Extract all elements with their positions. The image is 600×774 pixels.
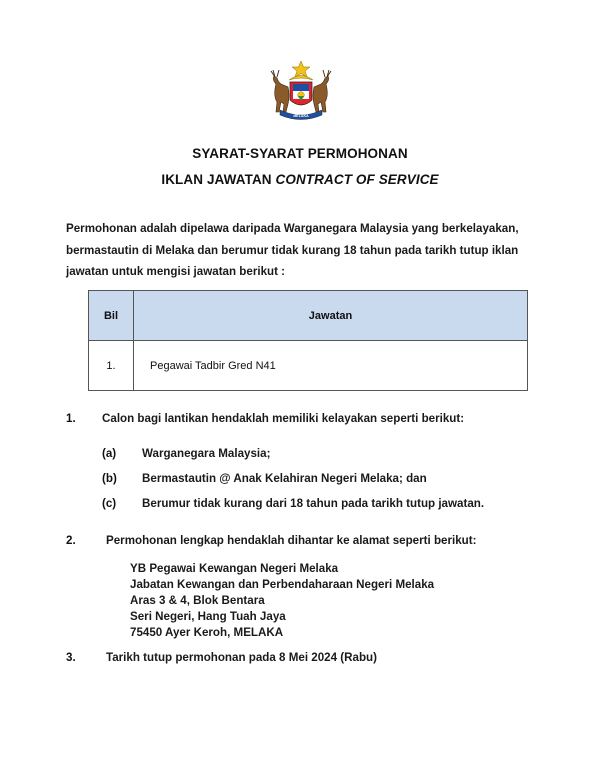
page-title: SYARAT-SYARAT PERMOHONAN (192, 146, 408, 161)
closing-date-text: Tarikh tutup permohonan pada 8 Mei 2024 (Rabu) (106, 651, 377, 664)
section-number: 2. (66, 534, 76, 547)
cell-jawatan: Pegawai Tadbir Gred N41 (134, 341, 528, 391)
position-table (88, 290, 528, 391)
section-text: Permohonan lengkap hendaklah dihantar ke alamat seperti berikut: (106, 534, 477, 547)
address-line: YB Pegawai Kewangan Negeri Melaka (130, 562, 339, 575)
item-text: Berumur tidak kurang dari 18 tahun pada tarikh tutup jawatan. (142, 497, 485, 510)
crest-banner-text: MELAKA (293, 114, 309, 118)
item-text: Warganegara Malaysia; (142, 447, 271, 460)
item-label: (a) (102, 447, 117, 460)
page-subtitle (0, 172, 600, 187)
header-bil: Bil (89, 291, 134, 341)
subtitle-prefix: IKLAN JAWATAN (161, 172, 276, 187)
intro-paragraph (66, 218, 566, 283)
intro-line: Permohonan adalah dipelawa daripada Warganegara Malaysia yang berkelayakan, (66, 222, 519, 235)
section-text: Calon bagi lantikan hendaklah memiliki kelayakan seperti berikut: (102, 412, 465, 425)
address-line: Seri Negeri, Hang Tuah Jaya (130, 610, 286, 623)
item-label: (c) (102, 497, 117, 510)
section-number: 1. (66, 412, 76, 425)
intro-line: bermastautin di Melaka dan berumur tidak kurang 18 tahun pada tarikh tutup iklan (66, 243, 519, 257)
section-number: 3. (66, 651, 76, 664)
table-row (89, 341, 528, 391)
mailing-address (130, 561, 434, 641)
address-line: Jabatan Kewangan dan Perbendaharaan Negeri Melaka (130, 578, 435, 591)
melaka-crest-logo (262, 60, 340, 122)
intro-line: jawatan untuk mengisi jawatan berikut : (66, 265, 286, 278)
item-label: (b) (102, 472, 117, 485)
item-text: Bermastautin @ Anak Kelahiran Negeri Melaka; dan (142, 472, 427, 485)
address-line: 75450 Ayer Keroh, MELAKA (130, 626, 284, 639)
address-line: Aras 3 & 4, Blok Bentara (130, 594, 265, 607)
header-jawatan: Jawatan (134, 291, 528, 341)
table-header-row (89, 291, 528, 341)
subtitle-italic: CONTRACT OF SERVICE (275, 172, 439, 187)
cell-bil: 1. (89, 341, 134, 391)
